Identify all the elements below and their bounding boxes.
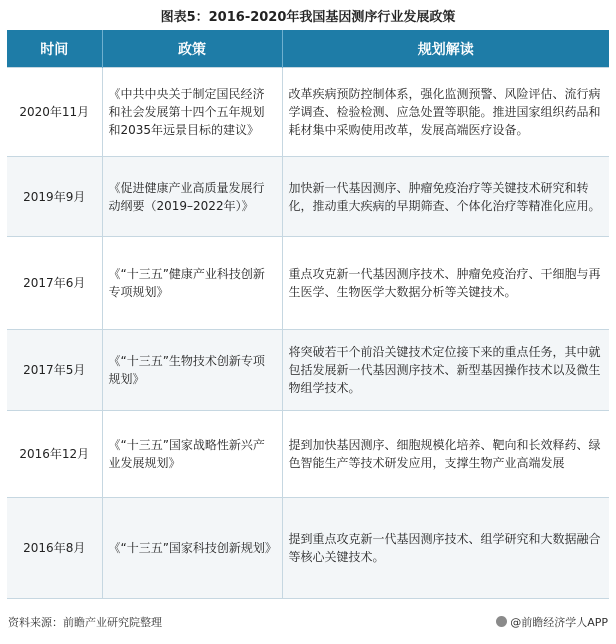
cell-policy: 《促进健康产业高质量发展行动纲要（2019–2022年）》 xyxy=(102,157,282,237)
table-row xyxy=(7,330,609,411)
brand-logo-icon xyxy=(496,616,507,627)
header-time: 时间 xyxy=(7,30,102,68)
cell-interpretation: 加快新一代基因测序、肿瘤免疫治疗等关键技术研究和转化，推动重大疾病的早期筛查、个体化治疗等精准化应用。 xyxy=(282,157,609,237)
source-note: 资料来源：前瞻产业研究院整理 xyxy=(8,616,162,629)
header-policy: 政策 xyxy=(102,30,282,68)
header-interpretation: 规划解读 xyxy=(282,30,609,68)
table-row xyxy=(7,157,609,237)
policy-table xyxy=(7,30,609,599)
table-row xyxy=(7,498,609,599)
cell-interpretation: 提到重点攻克新一代基因测序技术、组学研究和大数据融合等核心关键技术。 xyxy=(282,498,609,599)
chart-title: 图表5：2016-2020年我国基因测序行业发展政策 xyxy=(160,10,456,25)
table-header-row xyxy=(7,30,609,68)
cell-policy: 《“十三五”生物技术创新专项规划》 xyxy=(102,330,282,411)
cell-time: 2016年8月 xyxy=(7,498,102,599)
cell-policy: 《“十三五”国家战略性新兴产业发展规划》 xyxy=(102,411,282,498)
cell-interpretation: 将突破若干个前沿关键技术定位接下来的重点任务，其中就包括发展新一代基因测序技术、新型基因操作技术以及微生物组学技术。 xyxy=(282,330,609,411)
cell-policy: 《“十三五”健康产业科技创新专项规划》 xyxy=(102,237,282,330)
brand-credit-text: @前瞻经济学人APP xyxy=(510,616,608,629)
brand-credit xyxy=(496,614,608,630)
cell-interpretation: 重点攻克新一代基因测序技术、肿瘤免疫治疗、干细胞与再生医学、生物医学大数据分析等关键技术。 xyxy=(282,237,609,330)
cell-time: 2019年9月 xyxy=(7,157,102,237)
cell-policy: 《中共中央关于制定国民经济和社会发展第十四个五年规划和2035年远景目标的建议》 xyxy=(102,68,282,157)
cell-time: 2016年12月 xyxy=(7,411,102,498)
cell-policy: 《“十三五”国家科技创新规划》 xyxy=(102,498,282,599)
table-row xyxy=(7,68,609,157)
cell-time: 2017年5月 xyxy=(7,330,102,411)
cell-interpretation: 提到加快基因测序、细胞规模化培养、靶向和长效释药、绿色智能生产等技术研发应用，支撑生物产业高端发展 xyxy=(282,411,609,498)
table-row xyxy=(7,237,609,330)
cell-interpretation: 改革疾病预防控制体系，强化监测预警、风险评估、流行病学调查、检验检测、应急处置等职能。推进国家组织药品和耗材集中采购使用改革，发展高端医疗设备。 xyxy=(282,68,609,157)
cell-time: 2020年11月 xyxy=(7,68,102,157)
cell-time: 2017年6月 xyxy=(7,237,102,330)
table-row xyxy=(7,411,609,498)
